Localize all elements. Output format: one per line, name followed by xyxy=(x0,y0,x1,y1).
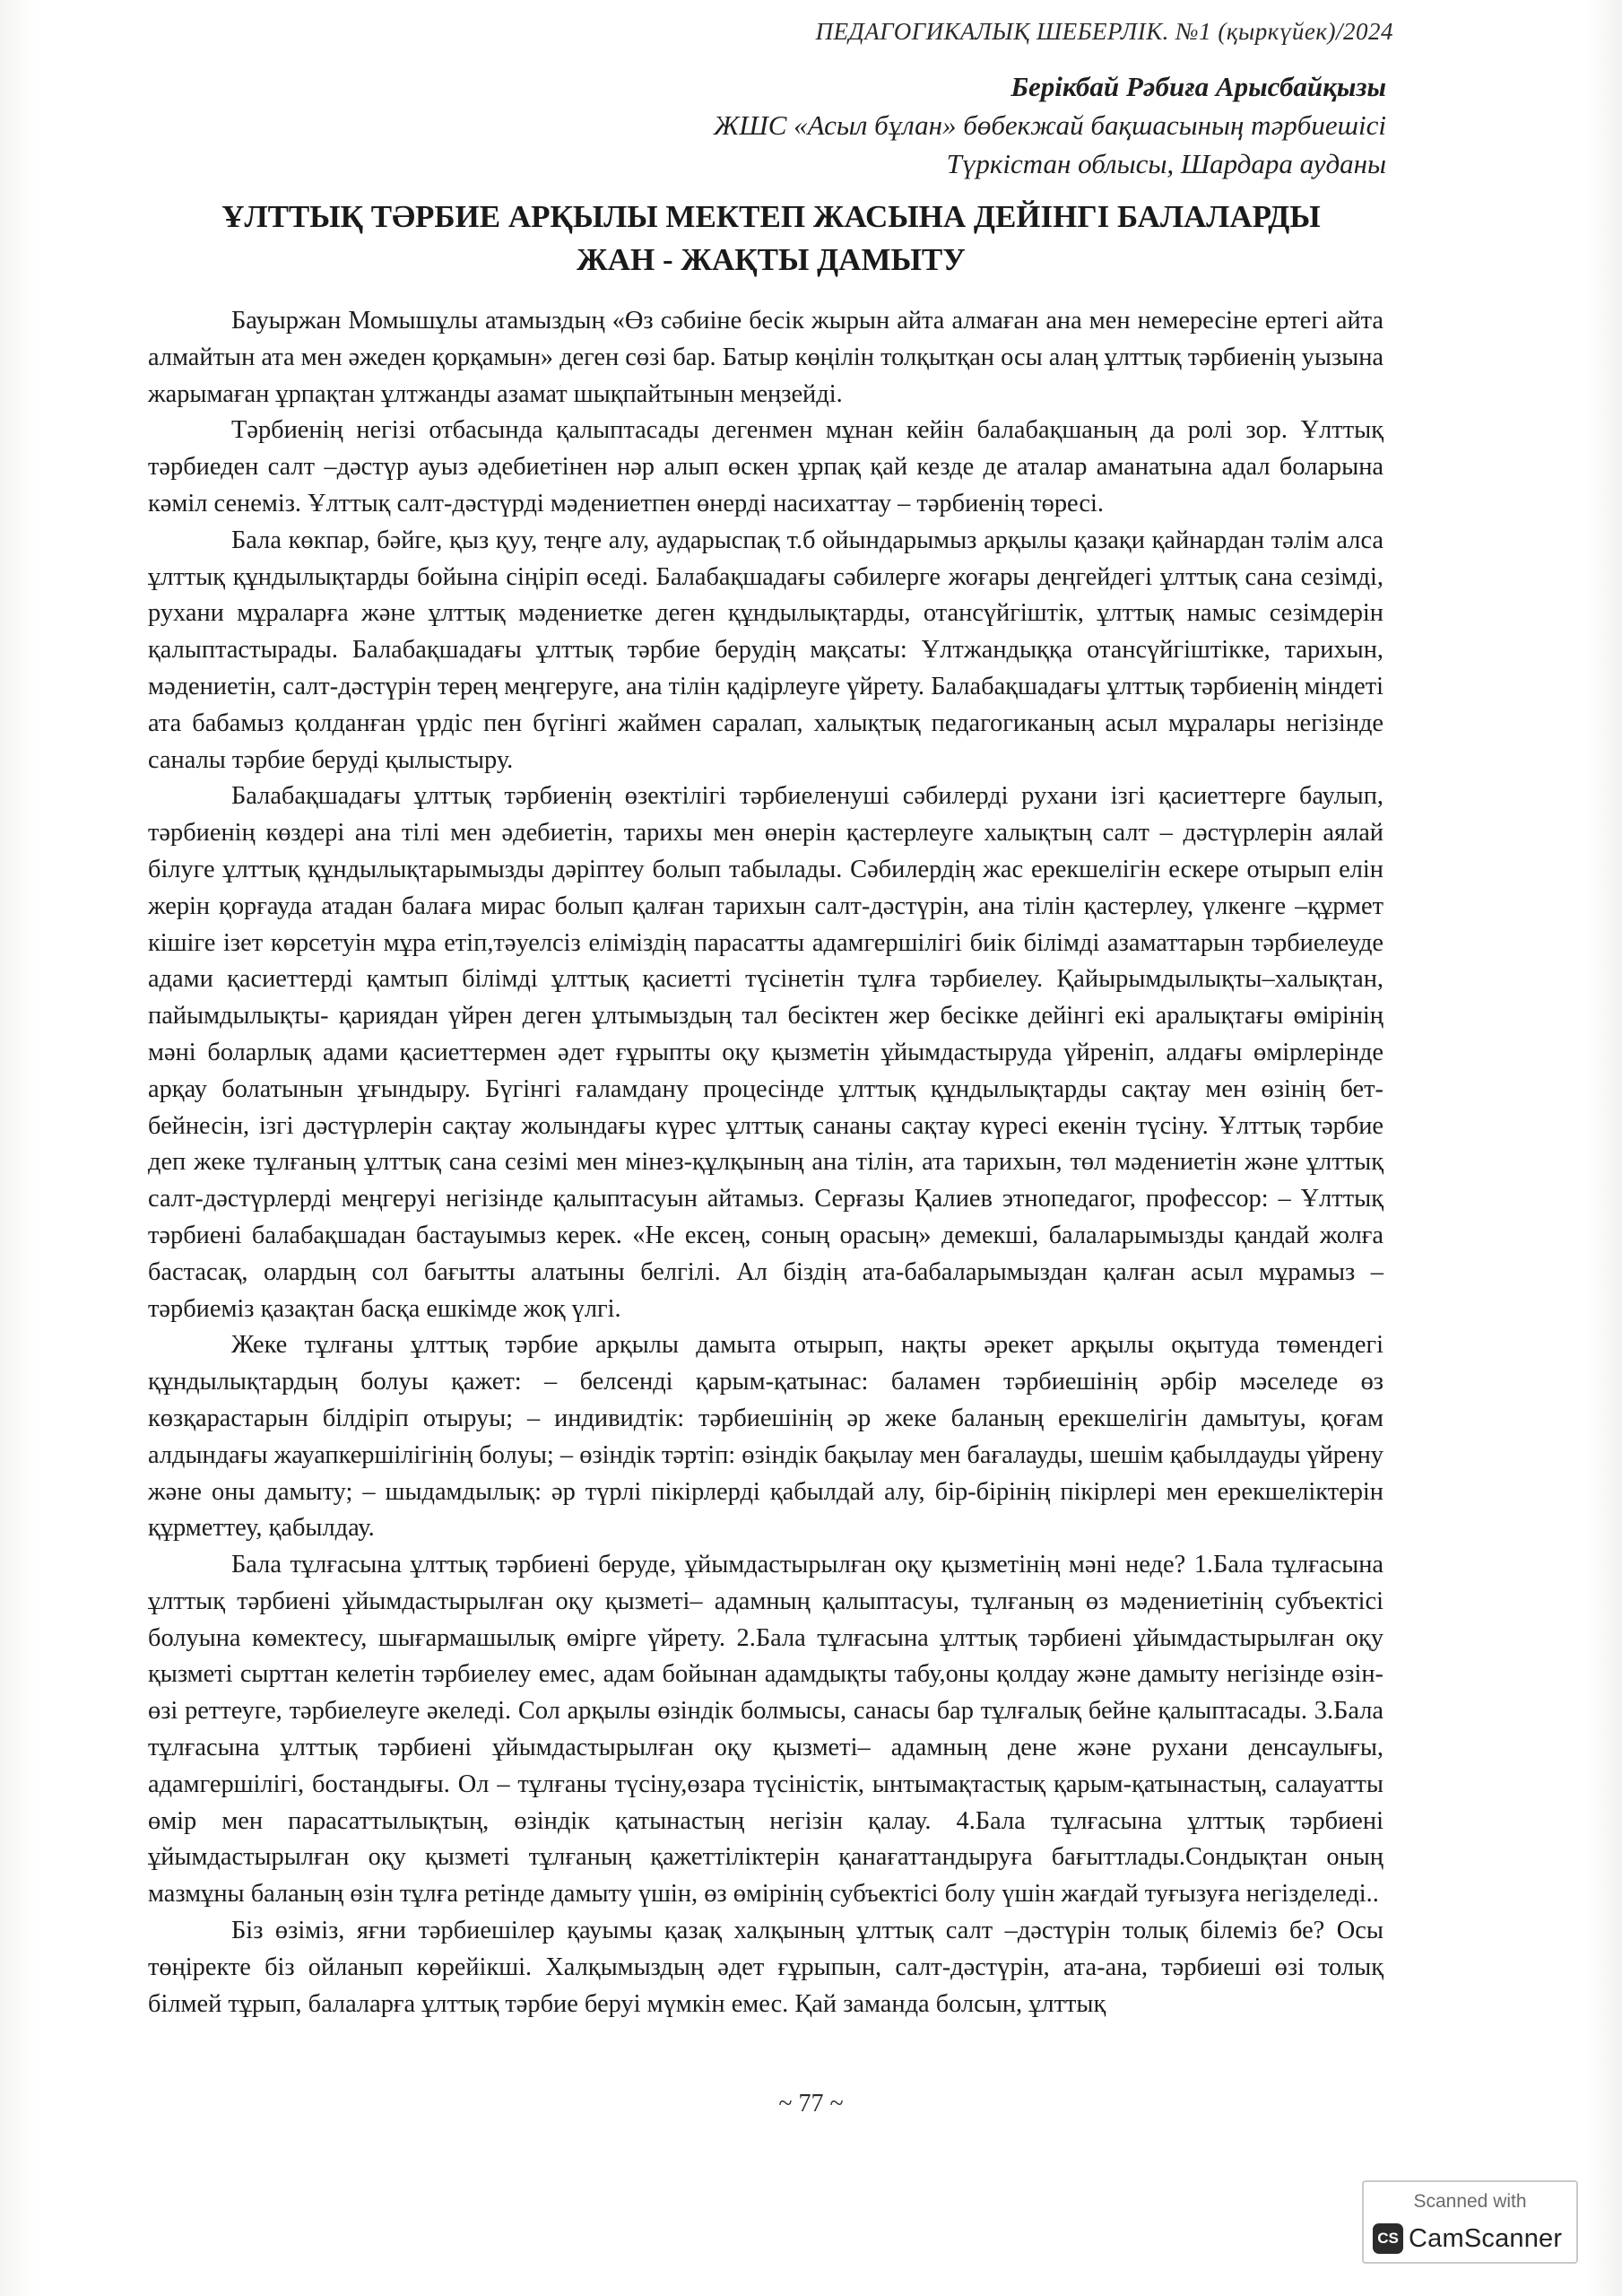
body-paragraph: Тәрбиенің негізі отбасында қалыптасады дегенмен мұнан кейін балабақшаның да ролі зор. Ұлттық тәрбиеден салт –дәстүр ауыз әдебиетінен нәр алып өскен ұрпақ қай кезде де аталар аманатына адал боларына кәміл сенеміз. Ұлттық салт-дәстүрді мәдениетпен өнерді насихаттау – тәрбиенің төресі. xyxy=(148,416,1383,517)
body-paragraph: Жеке тұлғаны ұлттық тәрбие арқылы дамыта отырып, нақты әрекет арқылы оқытуда төмендегі құндылықтардың болуы қажет: – белсенді қарым-қатынас: баламен тәрбиешінің әрбір мәселеде өз көзқарастарын білдіріп отыруы; – индивидтік: тәрбиешінің әр жеке баланың ерекшелігін дамытуы, қоғам алдындағы жауапкершілігінің болуы; – өзіндік тәртіп: өзіндік бақылау мен бағалауды, шешім қабылдауды үйрену және оны дамыту; – шыдамдылық: әр түрлі пікірлерді қабылдай алу, бір-бірінің пікірлері мен ерекшеліктерін құрметтеу, қабылдау. xyxy=(148,1331,1383,1543)
camscanner-brand-name: CamScanner xyxy=(1409,2223,1563,2253)
body-paragraph: Балабақшадағы ұлттық тәрбиенің өзектілігі тәрбиеленуші сәбилерді рухани ізгі қасиеттерге баулып, тәрбиенің көздері ана тілі мен әдебиетін, тарихы мен өнерін қастерлеуге халықтың салт – дәстүрлерін аялай білуге ұлттық құндылықтарымызды дәріптеу болып табылады. Сәбилердің жас ерекшелігін ескере отырып елін жерін қорғауда атадан балаға мирас болып қалған тарихын салт-дәстүрін, ана тілін қастерлеу, үлкенге –құрмет кішіге ізет көрсетуін мұра етіп,тәуелсіз еліміздің парасатты адамгершілігі биік білімді азаматтарын тәрбиелеуде адами қасиеттерді қамтып білімді ұлттық қасиетті түсінетін тұлға тәрбиелеу. Қайырымдылықты–халықтан, пайымдылықты- қариядан үйрен деген ұлтымыздың тал бесіктен жер бесікке дейінгі екі аралықтағы өмірінің мәні боларлық адами қасиеттермен әдет ғұрыпты оқу қызметін ұйымдастыруда үйреніп, алдағы өмірлерінде арқау болатынын ұғындыру. Бүгінгі ғаламдану процесінде ұлттық құндылықтарды сақтау мен өзінің бет-бейнесін, ізгі дәстүрлерін сақтау жолындағы күрес ұлттық сананы сақтау күресі екенін түсіну. Ұлттық тәрбие деп жеке тұлғаның ұлттық сана сезімі мен мінез-құлқының ана тілін, ата тарихын, төл мәдениетін және ұлттық салт-дәстүрлерді меңгеруі негізінде қалыптасуын айтамыз. Серғазы Қалиев этнопедагог, профессор: – Ұлттық тәрбиені балабақшадан бастауымыз керек. «Не ексең, соның орасың» демекші, балаларымызды қандай жолға бастасақ, олардың сол бағытты алатыны белгілі. Ал біздің ата-бабаларымыздан қалған асыл мұрамыз – тәрбиеміз қазақтан басқа ешкімде жоқ үлгі. xyxy=(148,782,1383,1323)
body-paragraph: Бала тұлғасына ұлттық тәрбиені беруде, ұйымдастырылған оқу қызметінің мәні неде? 1.Бала тұлғасына ұлттық тәрбиені ұйымдастырылған оқу қызметі– адамның қалыптасуы, тұлғаның өз мәдениетінің субъектісі болуына көмектесу, шығармашылық өмірге үйрету. 2.Бала тұлғасына ұлттық тәрбиені ұйымдастырылған оқу қызметі сырттан келетін тәрбиелеу емес, адам бойынан адамдықты табу,оны қолдау және дамыту негізінде өзін-өзі реттеуге, тәрбиелеуге әкеледі. Сол арқылы өзіндік болмысы, санасы бар тұлғалық бейне қалыптасады. 3.Бала тұлғасына ұлттық тәрбиені ұйымдастырылған оқу қызметі– адамның дене және рухани денсаулығы, адамгершілігі, бостандығы. Ол – тұлғаны түсіну,өзара түсіністік, ынтымақтастық қарым-қатынастың, салауатты өмір мен парасаттылықтың, өзіндік қатынастың негізін қалау. 4.Бала тұлғасына ұлттық тәрбиені ұйымдастырылған оқу қызметі тұлғаның қажеттіліктерін қанағаттандыруға бағыттлады.Сондықтан оның мазмұны баланың өзін тұлға ретінде дамыту үшін, өз өмірінің субъектісі болу үшін жағдай туғызуға негізделеді.. xyxy=(148,1551,1383,1909)
camscanner-brand xyxy=(1373,2222,1562,2256)
article-body xyxy=(148,303,1383,2022)
body-paragraph: Біз өзіміз, яғни тәрбиешілер қауымы қазақ халқының ұлттық салт –дәстүрін толық білеміз бе? Осы төңіректе біз ойланып көрейікші. Халқымыздың әдет ғұрыпын, салт-дәстүрін, ата-ана, тәрбиеші өзі толық білмей тұрып, балаларға ұлттық тәрбие беруі мүмкін емес. Қай заманда болсын, ұлттық xyxy=(148,1917,1383,2018)
camscanner-logo-icon: CS xyxy=(1373,2223,1403,2254)
author-name: Берікбай Рәбиға Арысбайқызы xyxy=(1010,71,1386,102)
author-position: ЖШС «Асыл бұлан» бөбекжай бақшасының тәрбиешісі xyxy=(713,109,1386,141)
author-block xyxy=(714,67,1386,183)
body-paragraph: Бала көкпар, бәйге, қыз қуу, теңге алу, аударыспақ т.б ойындарымыз арқылы қазақи қайнардан тәлім алса ұлттық құндылықтарды бойына сіңіріп өседі. Балабақшадағы сәбилерге жоғары деңгейдегі ұлттық сана сезімді, рухани мұраларға және ұлттық мәдениетке деген құндылықтарды, отансүйгіштік, ұлттық намыс сезімдерін қалыптастырады. Балабақшадағы ұлттық тәрбие берудің мақсаты: Ұлтжандыққа отансүйгіштікке, тарихын, мәдениетін, салт-дәстүрін терең меңгеруге, ана тілін қадірлеуге үйрету. Балабақшадағы ұлттық тәрбиенің міндеті ата бабамыз қолданған үрдіс пен бүгінгі жаймен саралап, халықтық педагогиканың асыл мұралары негізінде саналы тәрбие беруді қылыстыру. xyxy=(148,526,1383,774)
page-number: ~ 77 ~ xyxy=(778,2090,844,2118)
scanned-with-label: Scanned with xyxy=(1413,2191,1527,2212)
author-location: Түркістан облысы, Шардара ауданы xyxy=(946,148,1386,179)
body-paragraph: Бауыржан Момышұлы атамыздың «Өз сәбиіне бесік жырын айта алмаған ана мен немересіне ертегі айта алмайтын ата мен әжеден қорқамын» деген сөзі бар. Батыр көңілін толқытқан осы алаң ұлттық тәрбиенің уызына жарымаған ұрпақтан ұлтжанды азамат шықпайтынын меңзейді. xyxy=(148,307,1383,408)
article-title: ҰЛТТЫҚ ТӘРБИЕ АРҚЫЛЫ МЕКТЕП ЖАСЫНА ДЕЙІНГІ БАЛАЛАРДЫ ЖАН - ЖАҚТЫ ДАМЫТУ xyxy=(221,199,1321,277)
camscanner-watermark xyxy=(1362,2180,1578,2264)
running-header: ПЕДАГОГИКАЛЫҚ ШЕБЕРЛІК. №1 (қыркүйек)/2024 xyxy=(815,18,1393,45)
